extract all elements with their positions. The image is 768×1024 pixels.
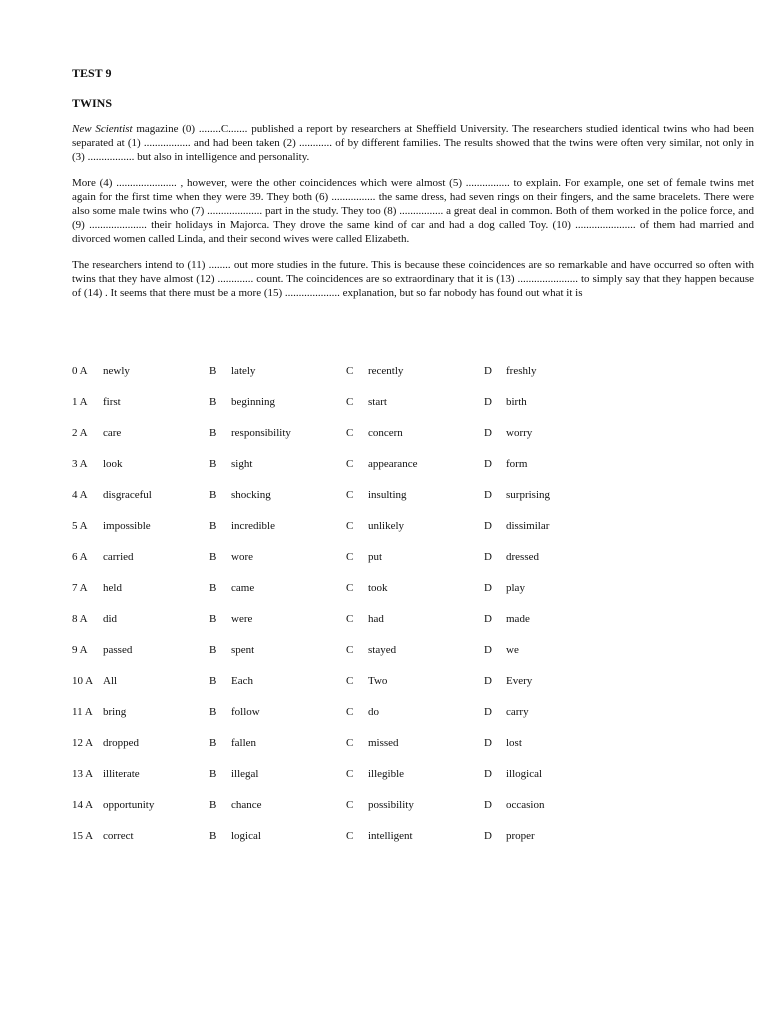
option-c-letter: C [346,644,354,656]
option-c: intelligent [368,830,413,842]
question-number: 3 A [72,458,88,470]
option-row [72,705,692,736]
option-b: Each [231,675,253,687]
option-row [72,364,692,395]
option-c-letter: C [346,582,354,594]
option-a: disgraceful [103,489,152,501]
option-d-letter: D [484,644,492,656]
option-a: All [103,675,118,687]
option-b-letter: B [209,706,217,718]
option-d-letter: D [484,520,492,532]
option-d: made [506,613,530,625]
option-d-letter: D [484,768,492,780]
option-b-letter: B [209,520,217,532]
option-d: Every [506,675,533,687]
option-b-letter: B [209,830,217,842]
option-row [72,829,692,860]
option-c: had [368,613,384,625]
option-a: opportunity [103,799,155,811]
option-d-letter: D [484,737,492,749]
option-c-letter: C [346,520,354,532]
paragraph-2: More (4) ...................... , however, were the other coincidences which were almost (5) ................ to explain. For example, one set of female twins met again for the first time when they were 39. They both (6) ................ the same dress, had seven rings on their fingers, and the same bracelets. There were also some male twins who (7) .................... part in the study. They too (8) ................ a great deal in common. Both of them worked in the police force, and (9) ..................... their holidays in Majorca. They drove the same kind of car and had a dog called Toy. (10) ...................... of them had married and divorced women called Linda, and their second wives were called Elizabeth. [72,176,754,246]
option-d-letter: D [484,551,492,563]
option-b-letter: B [209,458,217,470]
option-c-letter: C [346,706,354,718]
paragraph-3: The researchers intend to (11) ........ out more studies in the future. This is because these coincidences are so remarkable and have occurred so often with twins that they have almost (12) ............. count. The coincidences are so extraordinary that it is (13) ...................... to simply say that they happen because of (14) . It seems that there must be a more (15) .................... explanation, but so far nobody has found out what it is [72,258,754,300]
option-b: wore [231,551,253,563]
option-c-letter: C [346,768,354,780]
option-d: dressed [506,551,539,563]
option-d-letter: D [484,365,492,377]
option-b-letter: B [209,427,217,439]
option-b: sight [231,458,253,470]
option-b: follow [231,706,260,718]
option-b: chance [231,799,262,811]
document-body [72,66,754,311]
option-c: recently [368,365,404,377]
option-c: possibility [368,799,414,811]
question-number: 8 A [72,613,88,625]
question-number: 0 A [72,365,88,377]
option-row [72,457,692,488]
option-d: proper [506,830,535,842]
test-label: TEST 9 [72,66,112,80]
option-d-letter: D [484,489,492,501]
option-a: first [103,396,121,408]
option-c-letter: C [346,675,354,687]
option-a: did [103,613,118,625]
option-d-letter: D [484,830,492,842]
option-c-letter: C [346,396,354,408]
option-a: bring [103,706,127,718]
option-d-letter: D [484,613,492,625]
option-d: freshly [506,365,537,377]
option-d: surprising [506,489,550,501]
option-d: lost [506,737,522,749]
option-d: birth [506,396,527,408]
question-number: 13 A [72,768,94,780]
option-c: put [368,551,383,563]
option-b: lately [231,365,256,377]
option-row [72,612,692,643]
option-row [72,767,692,798]
option-c: stayed [368,644,397,656]
question-number: 10 A [72,675,94,687]
option-row [72,426,692,457]
option-b-letter: B [209,396,217,408]
option-c: insulting [368,489,407,501]
option-c: unlikely [368,520,405,532]
option-c: concern [368,427,403,439]
option-b: beginning [231,396,275,408]
option-c-letter: C [346,365,354,377]
option-b-letter: B [209,799,217,811]
option-b-letter: B [209,365,217,377]
option-b: spent [231,644,255,656]
option-b-letter: B [209,582,217,594]
magazine-name: New Scientist [72,123,133,135]
question-number: 7 A [72,582,88,594]
option-b-letter: B [209,551,217,563]
option-c: appearance [368,458,418,470]
answer-options [72,364,692,860]
option-d-letter: D [484,706,492,718]
option-d-letter: D [484,675,492,687]
option-c: do [368,706,379,718]
option-b-letter: B [209,768,217,780]
option-b-letter: B [209,489,217,501]
option-b: illegal [231,768,259,780]
question-number: 6 A [72,551,88,563]
option-d: illogical [506,768,543,780]
option-c-letter: C [346,427,354,439]
question-number: 1 A [72,396,88,408]
option-c: missed [368,737,399,749]
option-c-letter: C [346,830,354,842]
option-a: impossible [103,520,151,532]
option-d: play [506,582,525,594]
option-row [72,736,692,767]
option-d-letter: D [484,458,492,470]
option-d: worry [506,427,533,439]
option-b: incredible [231,520,275,532]
option-d: dissimilar [506,520,550,532]
option-c-letter: C [346,737,354,749]
option-row [72,674,692,705]
option-d: form [506,458,528,470]
option-c: took [368,582,388,594]
option-row [72,395,692,426]
question-number: 11 A [72,706,93,718]
option-a: correct [103,830,134,842]
option-b: logical [231,830,261,842]
option-d-letter: D [484,582,492,594]
option-row [72,798,692,829]
option-a: care [103,427,122,439]
option-b-letter: B [209,613,217,625]
option-c: Two [368,675,388,687]
option-c-letter: C [346,489,354,501]
option-c: start [368,396,387,408]
option-c-letter: C [346,551,354,563]
option-c-letter: C [346,458,354,470]
paragraph-1 [72,122,754,165]
option-a: look [103,458,123,470]
option-a: illiterate [103,768,140,780]
option-c-letter: C [346,799,354,811]
option-a: passed [103,644,133,656]
option-b-letter: B [209,675,217,687]
option-row [72,581,692,612]
question-number: 15 A [72,830,94,842]
paragraph-1-text: magazine (0) ........C....... published a report by researchers at Sheffield University. The researchers studied identical twins who had been separated at (1) ................. and had been taken (2) ............ of by different families. The results showed that the twins were often very similar, not only in (3) ................. but also in intelligence and personality. [72,123,754,164]
question-number: 9 A [72,644,88,656]
option-d: carry [506,706,529,718]
option-b: shocking [231,489,271,501]
option-b: were [231,613,253,625]
option-d-letter: D [484,799,492,811]
page-title: TWINS [72,96,113,110]
option-b: came [231,582,255,594]
option-row [72,488,692,519]
option-b: fallen [231,737,257,749]
option-b: responsibility [231,427,291,439]
question-number: 14 A [72,799,94,811]
option-d: we [506,644,519,656]
question-number: 4 A [72,489,88,501]
option-a: held [103,582,122,594]
question-number: 12 A [72,737,94,749]
question-number: 5 A [72,520,88,532]
option-b-letter: B [209,737,217,749]
option-a: newly [103,365,130,377]
option-a: dropped [103,737,140,749]
option-row [72,550,692,581]
option-a: carried [103,551,134,563]
option-d-letter: D [484,396,492,408]
option-d-letter: D [484,427,492,439]
option-c-letter: C [346,613,354,625]
question-number: 2 A [72,427,88,439]
option-d: occasion [506,799,545,811]
option-row [72,519,692,550]
option-c: illegible [368,768,405,780]
option-row [72,643,692,674]
option-b-letter: B [209,644,217,656]
